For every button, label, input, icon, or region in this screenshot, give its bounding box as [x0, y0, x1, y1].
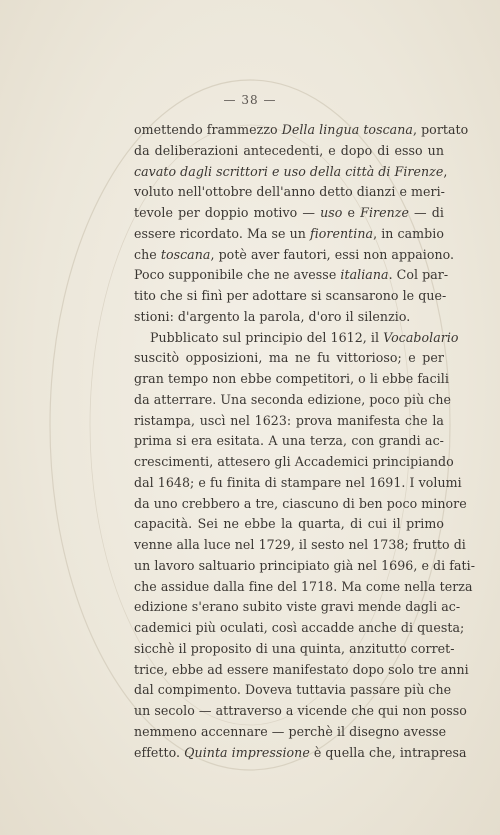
text-segment: tevole per doppio motivo —: [134, 205, 321, 220]
text-line: [134, 494, 467, 515]
italic-text: cavato dagli scrittori e uso della città di Firenze: [134, 163, 444, 179]
text-line: [134, 618, 465, 639]
text-segment: Pubblicato sul principio del 1612, il: [150, 329, 384, 345]
text-line: [134, 245, 455, 266]
text-segment: essere ricordato. Ma se un: [134, 225, 310, 241]
text-line: [134, 639, 455, 660]
text-segment: un lavoro saltuario principiato già nel 1696, e di fati-: [134, 557, 476, 573]
text-segment: che: [134, 246, 161, 262]
text-line: [134, 411, 444, 432]
text-segment: edizione s'erano subito viste gravi mende dagli ac-: [134, 599, 461, 615]
text-line: [134, 514, 444, 535]
italic-text: uso: [320, 205, 343, 220]
text-segment: stioni: d'argento la parola, d'oro il silenzio.: [134, 308, 411, 324]
text-segment: nemmeno accennare — perchè il disegno avesse: [134, 723, 447, 739]
text-segment: suscitò opposizioni, ma ne fu vittorioso; e per: [134, 350, 444, 366]
text-segment: un secolo — attraverso a vicende che qui non posso: [134, 703, 467, 718]
italic-text: Firenze: [360, 205, 409, 220]
text-segment: dal 1648; e fu finita di stampare nel 1691. I volumi: [134, 474, 462, 490]
text-line: [134, 452, 454, 473]
text-line: [134, 265, 449, 286]
text-line: [134, 307, 444, 328]
text-segment: sicchè il proposito di una quinta, anzitutto corret-: [134, 640, 455, 656]
text-line: [134, 120, 469, 141]
text-segment: trice, ebbe ad essere manifestato dopo solo tre anni: [134, 661, 469, 677]
italic-text: Quinta impressione: [184, 744, 310, 760]
text-line: [134, 577, 473, 598]
italic-text: Vocabolario: [383, 329, 459, 345]
text-line: [134, 328, 459, 349]
text-segment: da atterrare. Una seconda edizione, poco più che: [134, 391, 452, 407]
text-line: [134, 431, 444, 452]
text-line: [134, 224, 444, 245]
text-segment: , portato: [412, 122, 469, 137]
text-segment: Poco supponibile che ne avesse: [134, 267, 341, 283]
text-segment: tito che si finì per adottare si scansarono le que-: [134, 288, 447, 303]
text-segment: gran tempo non ebbe competitori, o li ebbe facili: [134, 371, 449, 386]
text-line: [134, 680, 452, 701]
text-segment: , potè aver fautori, essi non appaiono.: [210, 246, 455, 262]
text-segment: da uno crebbero a tre, ciascuno di ben poco minore: [134, 495, 467, 511]
text-line: [134, 743, 467, 764]
text-line: [134, 722, 447, 743]
text-segment: effetto.: [134, 744, 185, 760]
text-segment: voluto nell'ottobre dell'anno detto dianzi e meri-: [134, 184, 445, 200]
text-segment: , in cambio: [373, 225, 444, 241]
text-line: [134, 535, 466, 556]
text-line: [134, 286, 447, 307]
text-line: [134, 556, 476, 577]
text-segment: da deliberazioni antecedenti, e dopo di esso un: [134, 142, 444, 158]
text-line: [134, 660, 469, 681]
text-line: [134, 473, 462, 494]
italic-text: toscana: [160, 246, 211, 262]
italic-text: Della lingua toscana: [281, 122, 413, 137]
text-segment: capacità. Sei ne ebbe la quarta, di cui il primo: [134, 516, 444, 532]
text-segment: prima si era esitata. A una terza, con grandi ac-: [134, 433, 444, 449]
italic-text: fiorentina: [310, 225, 374, 241]
text-segment: è quella che, intrapresa: [309, 744, 467, 760]
text-segment: ,: [443, 163, 448, 179]
text-line: [134, 348, 444, 369]
text-segment: cademici più oculati, così accadde anche di questa;: [134, 620, 465, 635]
text-line: [134, 162, 448, 183]
text-line: [134, 369, 449, 390]
text-line: [134, 182, 444, 203]
text-segment: crescimenti, attesero gli Accademici principiando: [134, 454, 454, 469]
text-segment: dal compimento. Doveva tuttavia passare più che: [134, 682, 452, 698]
text-line: [134, 203, 444, 224]
text-segment: — di: [408, 205, 444, 220]
italic-text: italiana: [340, 267, 389, 283]
text-line: [134, 597, 461, 618]
text-segment: ristampa, uscì nel 1623: prova manifesta che la: [134, 412, 444, 428]
text-segment: venne alla luce nel 1729, il sesto nel 1738; frutto di: [134, 537, 466, 552]
text-segment: . Col par-: [388, 267, 449, 283]
body-text: [134, 120, 476, 763]
text-segment: e: [342, 205, 361, 220]
text-segment: omettendo frammezzo: [134, 122, 282, 137]
text-line: [134, 390, 452, 411]
page-number: — 38 —: [223, 93, 277, 107]
text-line: [134, 141, 444, 162]
text-line: [134, 701, 467, 722]
text-segment: che assidue dalla fine del 1718. Ma come nella terza: [134, 578, 473, 594]
